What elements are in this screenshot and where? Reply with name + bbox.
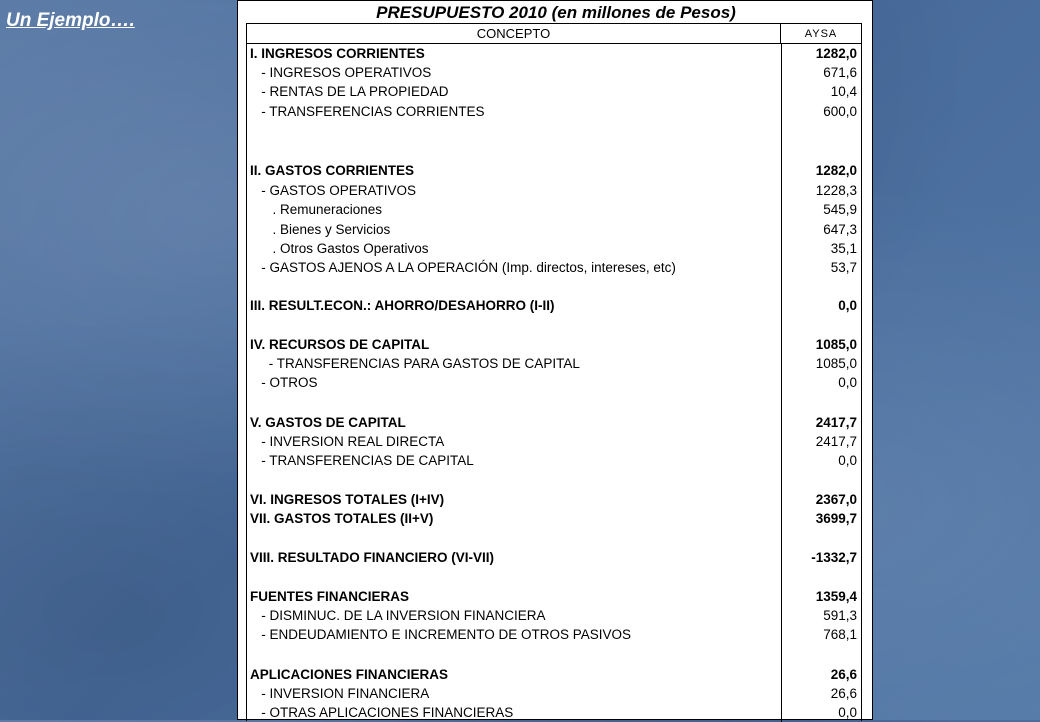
row-value: 10,4 — [830, 84, 857, 99]
table-row — [247, 413, 861, 432]
row-value: 3699,7 — [815, 511, 857, 526]
table-row — [247, 451, 861, 470]
row-label: VIII. RESULTADO FINANCIERO (VI-VII) — [250, 550, 495, 565]
row-value: 1282,0 — [815, 46, 857, 61]
table-row — [247, 161, 861, 180]
table-header — [247, 24, 861, 44]
row-label: I. INGRESOS CORRIENTES — [250, 46, 425, 61]
table-row — [247, 665, 861, 684]
row-label: V. GASTOS DE CAPITAL — [250, 415, 406, 430]
row-label: - TRANSFERENCIAS PARA GASTOS DE CAPITAL — [250, 356, 580, 371]
table-row — [247, 606, 861, 625]
row-value: 2417,7 — [815, 415, 857, 430]
row-label: - TRANSFERENCIAS DE CAPITAL — [250, 453, 474, 468]
row-label: - GASTOS AJENOS A LA OPERACIÓN (Imp. directos, intereses, etc) — [250, 260, 676, 275]
table-row — [247, 44, 861, 63]
table-row — [247, 490, 861, 509]
row-label: - DISMINUC. DE LA INVERSION FINANCIERA — [250, 608, 546, 623]
row-label: III. RESULT.ECON.: AHORRO/DESAHORRO (I-II) — [250, 298, 555, 313]
table-row — [247, 335, 861, 354]
row-label: . Bienes y Servicios — [250, 222, 391, 237]
table-row — [247, 354, 861, 373]
row-value: 26,6 — [830, 667, 857, 682]
budget-sheet — [237, 0, 873, 720]
table-row — [247, 258, 861, 277]
row-label: - GASTOS OPERATIVOS — [250, 183, 417, 198]
row-label: - INGRESOS OPERATIVOS — [250, 65, 432, 80]
row-value: 2367,0 — [815, 492, 857, 507]
table-row — [247, 509, 861, 528]
budget-table — [246, 23, 862, 721]
table-row — [247, 200, 861, 219]
row-label: IV. RECURSOS DE CAPITAL — [250, 337, 430, 352]
table-row — [247, 102, 861, 121]
table-row — [247, 239, 861, 258]
row-label: . Remuneraciones — [250, 202, 383, 217]
row-label: - INVERSION REAL DIRECTA — [250, 434, 445, 449]
row-label: VII. GASTOS TOTALES (II+V) — [250, 511, 434, 526]
row-value: 1282,0 — [815, 163, 857, 178]
row-label: II. GASTOS CORRIENTES — [250, 163, 415, 178]
row-value: 1085,0 — [815, 337, 857, 352]
header-aysa: AYSA — [804, 28, 838, 40]
table-row — [247, 296, 861, 315]
row-value: 591,3 — [823, 608, 857, 623]
table-row — [247, 432, 861, 451]
row-value: 2417,7 — [815, 434, 857, 449]
row-label: - ENDEUDAMIENTO E INCREMENTO DE OTROS PASIVOS — [250, 627, 632, 642]
row-value: 0,0 — [838, 298, 857, 313]
row-value: 647,3 — [823, 222, 857, 237]
row-value: 600,0 — [823, 104, 857, 119]
row-label: - TRANSFERENCIAS CORRIENTES — [250, 104, 485, 119]
table-row — [247, 181, 861, 200]
row-value: 53,7 — [830, 260, 857, 275]
row-label: - OTRAS APLICACIONES FINANCIERAS — [250, 705, 514, 720]
row-label: - OTROS — [250, 375, 318, 390]
table-row — [247, 625, 861, 644]
sheet-title: PRESUPUESTO 2010 (en millones de Pesos) — [376, 3, 736, 22]
row-label: - RENTAS DE LA PROPIEDAD — [250, 84, 449, 99]
row-label: VI. INGRESOS TOTALES (I+IV) — [250, 492, 445, 507]
row-value: 35,1 — [830, 241, 857, 256]
slide-title: Un Ejemplo…. — [6, 10, 135, 31]
row-value: -1332,7 — [811, 550, 857, 565]
row-value: 26,6 — [830, 686, 857, 701]
row-label: - INVERSION FINANCIERA — [250, 686, 430, 701]
row-label: . Otros Gastos Operativos — [250, 241, 429, 256]
table-row — [247, 220, 861, 239]
table-row — [247, 63, 861, 82]
row-value: 0,0 — [838, 375, 857, 390]
row-value: 545,9 — [823, 202, 857, 217]
row-value: 671,6 — [823, 65, 857, 80]
row-value: 1085,0 — [815, 356, 857, 371]
row-value: 768,1 — [823, 627, 857, 642]
header-concepto: CONCEPTO — [247, 24, 781, 43]
row-value: 1359,4 — [815, 589, 857, 604]
table-row — [247, 548, 861, 567]
table-row — [247, 684, 861, 703]
table-row — [247, 373, 861, 392]
row-value: 1228,3 — [815, 183, 857, 198]
table-row — [247, 587, 861, 606]
table-row — [247, 82, 861, 101]
row-value: 0,0 — [838, 705, 857, 720]
table-row — [247, 703, 861, 722]
row-label: FUENTES FINANCIERAS — [250, 589, 410, 604]
row-value: 0,0 — [838, 453, 857, 468]
row-label: APLICACIONES FINANCIERAS — [250, 667, 449, 682]
